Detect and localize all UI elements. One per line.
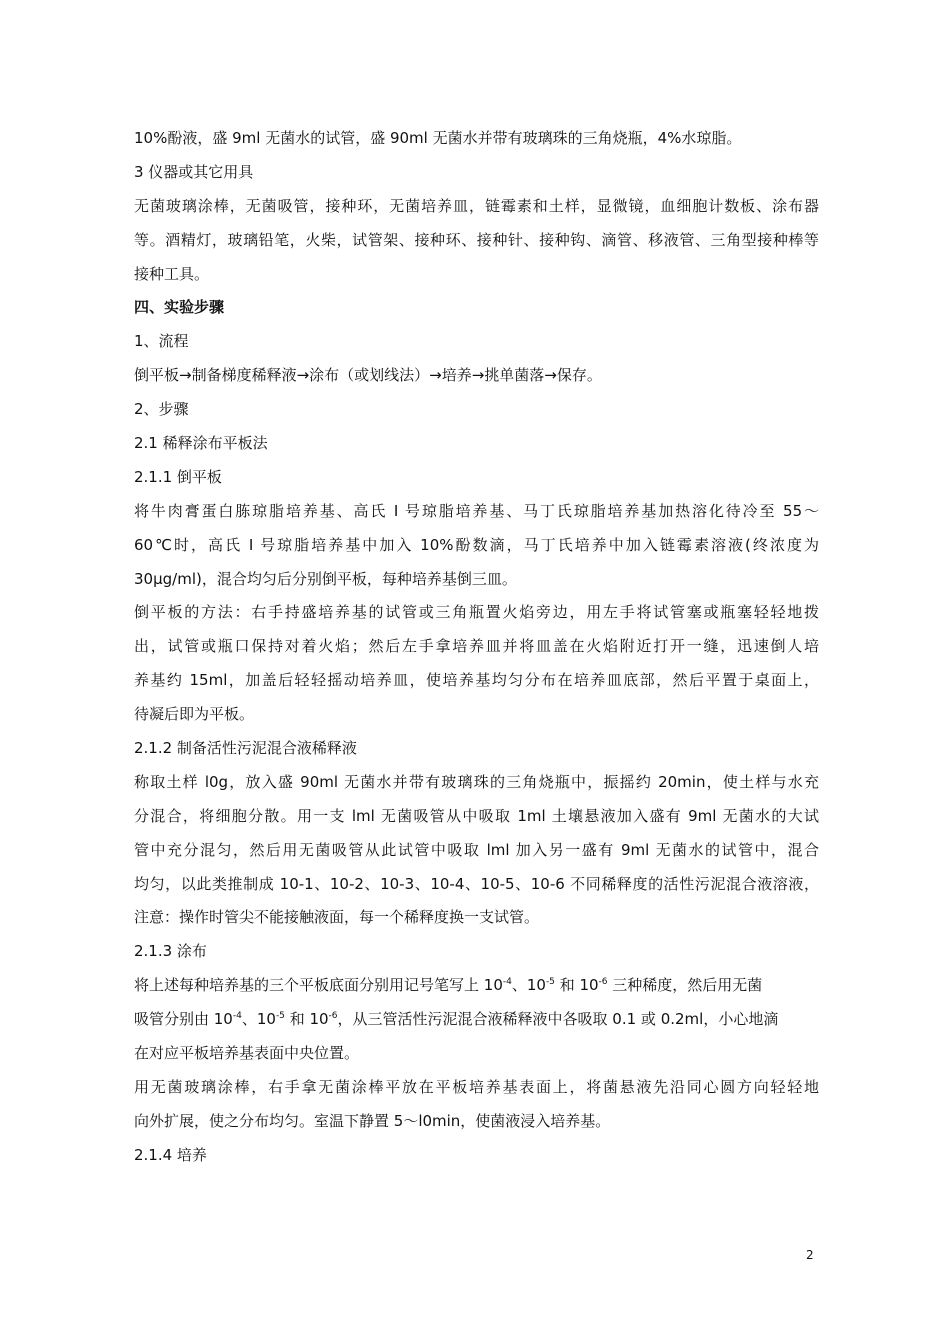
- page-number: 2: [806, 1248, 814, 1262]
- text-line: 出，试管或瓶口保持对着火焰；然后左手拿培养皿并将皿盖在火焰附近打开一缝，迅速倒人培: [134, 637, 819, 656]
- text-segment: 吸管分别由 10: [134, 1010, 233, 1029]
- text-line: 待凝后即为平板。: [134, 705, 255, 724]
- text-line: 称取土样 l0g，放入盛 90ml 无菌水并带有玻璃珠的三角烧瓶中，振摇约 20min，使土样与水充: [134, 772, 819, 791]
- superscript: -5: [275, 1011, 285, 1022]
- section-heading: 2.1.2 制备活性污泥混合液稀释液: [134, 739, 357, 758]
- text-line-superscripts: [134, 1003, 819, 1037]
- section-heading: 2.1.1 倒平板: [134, 467, 222, 486]
- text-line: 用无菌玻璃涂棒，右手拿无菌涂棒平放在平板培养基表面上，将菌悬液先沿同心圆方向轻轻地: [134, 1077, 819, 1096]
- text-segment: ，从三管活性污泥混合液稀释液中各吸取 0.1 或 0.2ml，小心地滴: [337, 1010, 779, 1029]
- section-heading: 1、流程: [134, 332, 189, 351]
- text-line: 等。酒精灯，玻璃铅笔，火柴，试管架、接种环、接种针、接种钩、滴管、移液管、三角型接种棒等: [134, 230, 819, 249]
- text-segment: 将上述每种培养基的三个平板底面分别用记号笔写上 10: [134, 976, 503, 995]
- text-line: 60℃时，高氏 I 号琼脂培养基中加入 10%酚数滴，马丁氏培养中加入链霉素溶液(终浓度为: [134, 535, 819, 554]
- text-line: 在对应平板培养基表面中央位置。: [134, 1044, 360, 1063]
- superscript: -6: [598, 977, 608, 988]
- text-line: 分混合，将细胞分散。用一支 lml 无菌吸管从中吸取 1ml 土壤悬液加入盛有 9ml 无菌水的大试: [134, 806, 819, 825]
- text-line: 10%酚液，盛 9ml 无菌水的试管，盛 90ml 无菌水并带有玻璃珠的三角烧瓶，4%水琼脂。: [134, 129, 742, 147]
- text-segment: 三种稀度，然后用无菌: [607, 976, 763, 995]
- text-line: 向外扩展，使之分布均匀。室温下静置 5～l0min，使菌液浸入培养基。: [134, 1111, 611, 1130]
- superscript: -6: [328, 1011, 338, 1022]
- text-line: 倒平板的方法：右手持盛培养基的试管或三角瓶置火焰旁边，用左手将试管塞或瓶塞轻轻地拨: [134, 603, 819, 622]
- chapter-heading: 四、实验步骤: [134, 298, 225, 317]
- section-heading: 3 仪器或其它用具: [134, 162, 254, 181]
- section-heading: 2、步骤: [134, 400, 189, 419]
- text-line: 30μg/ml)，混合均匀后分别倒平板，每种培养基倒三皿。: [134, 569, 517, 588]
- text-line: 均匀，以此类推制成 10-1、10-2、10-3、10-4、10-5、10-6 不同稀释度的活性污泥混合液溶液，: [134, 874, 819, 893]
- superscript: -4: [502, 977, 512, 988]
- text-segment: 、10: [511, 976, 546, 995]
- text-line: 将牛肉膏蛋白胨琼脂培养基、高氏 I 号琼脂培养基、马丁氏琼脂培养基加热溶化待冷至 55～: [134, 501, 819, 520]
- text-line: 无菌玻璃涂棒，无菌吸管，接种环，无菌培养皿，链霉素和土样，显微镜，血细胞计数板、涂布器: [134, 196, 819, 215]
- text-segment: 和 10: [554, 976, 599, 995]
- page-body: [134, 122, 819, 1173]
- superscript: -4: [232, 1011, 242, 1022]
- text-line: 注意：操作时管尖不能接触液面，每一个稀释度换一支试管。: [134, 908, 540, 927]
- text-line: 接种工具。: [134, 264, 210, 283]
- superscript: -5: [545, 977, 555, 988]
- text-line: 倒平板→制备梯度稀释液→涂布（或划线法）→培养→挑单菌落→保存。: [134, 366, 602, 385]
- text-line-superscripts: [134, 969, 819, 1003]
- section-heading: 2.1.4 培养: [134, 1145, 207, 1164]
- section-heading: 2.1 稀释涂布平板法: [134, 434, 268, 453]
- section-heading: 2.1.3 涂布: [134, 942, 207, 961]
- text-segment: 和 10: [284, 1010, 329, 1029]
- text-line: 管中充分混匀，然后用无菌吸管从此试管中吸取 lml 加入另一盛有 9ml 无菌水的试管中，混合: [134, 840, 819, 859]
- text-segment: 、10: [241, 1010, 276, 1029]
- text-line: 养基约 15ml，加盖后轻轻摇动培养皿，使培养基均匀分布在培养皿底部，然后平置于桌面上，: [134, 671, 819, 690]
